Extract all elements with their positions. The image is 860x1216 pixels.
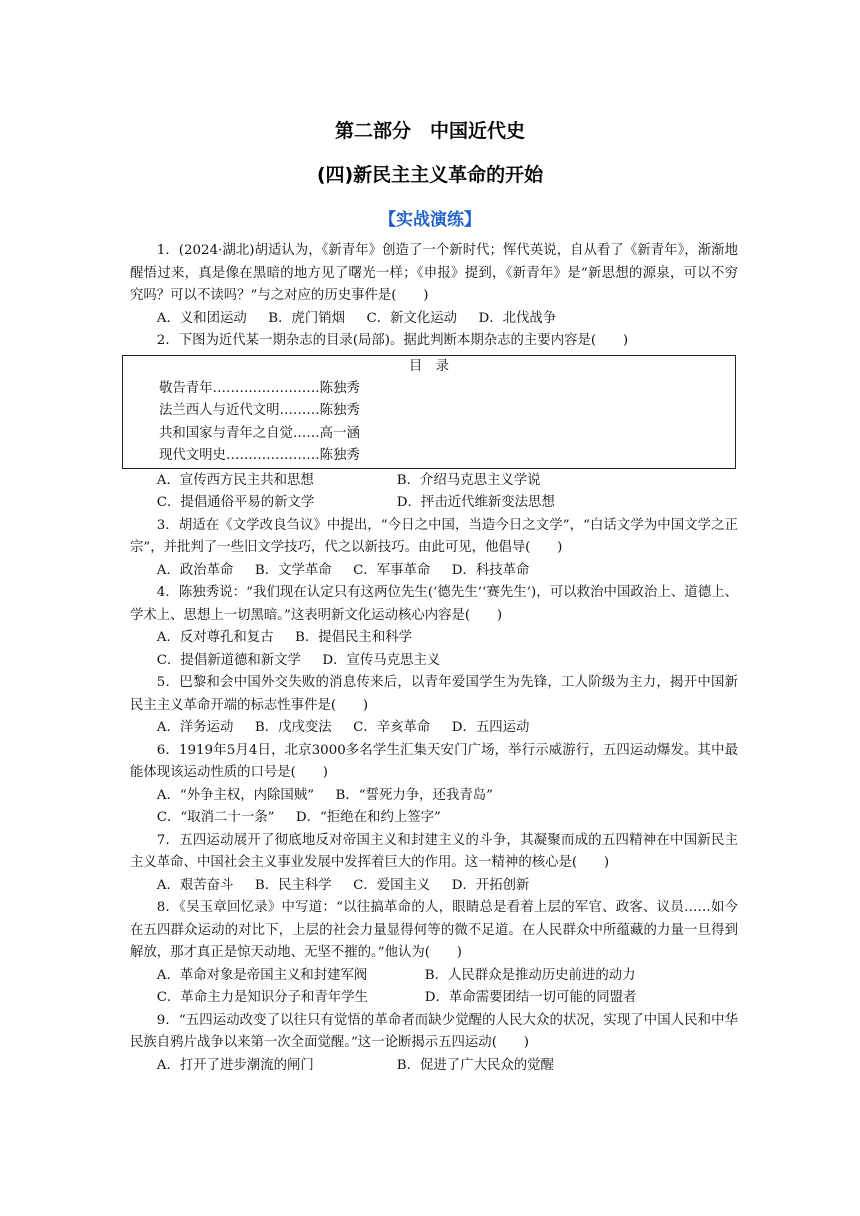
question-1-options bbox=[130, 308, 738, 331]
option-a: A．洋务运动 bbox=[156, 720, 234, 735]
question-5-stem: 5．巴黎和会中国外交失败的消息传来后，以青年爱国学生为先锋，工人阶级为主力，揭开中国新民主主义革命开端的标志性事件是( ) bbox=[130, 675, 738, 713]
question-6-options-row2 bbox=[130, 807, 738, 830]
option-c: C．提倡新道德和新文学 bbox=[156, 652, 301, 668]
option-b: B．文学革命 bbox=[254, 562, 332, 578]
option-b: B．民主科学 bbox=[254, 877, 332, 893]
section-title: 【实战演练】 bbox=[379, 210, 481, 230]
option-b: B．促进了广大民众的觉醒 bbox=[396, 1057, 554, 1073]
option-c: C．新文化运动 bbox=[366, 310, 458, 326]
question-4-options-row1 bbox=[130, 627, 738, 650]
option-b: B．介绍马克思主义学说 bbox=[396, 472, 541, 488]
question-2-options-row2 bbox=[130, 492, 738, 515]
option-a: A．宣传西方民主共和思想 bbox=[156, 472, 314, 488]
question-8-stem: 8．《吴玉章回忆录》中写道：“以往搞革命的人，眼睛总是看着上层的军官、政客、议员……如今在五四群众运动的对比下，上层的社会力量显得何等的微不足道。在人民群众中所蕴藏的力量一旦得到解放，那才真正是惊天动地、无坚不摧的。”他认为( ) bbox=[130, 900, 738, 960]
option-b: B．虎门销烟 bbox=[268, 310, 346, 326]
question-9-stem: 9．“五四运动改变了以往只有觉悟的革命者而缺少觉醒的人民大众的状况，实现了中国人民和中华民族自鸦片战争以来第一次全面觉醒。”这一论断揭示五四运动( ) bbox=[130, 1012, 738, 1050]
question-2-options-row1 bbox=[130, 470, 738, 493]
option-c: C．爱国主义 bbox=[353, 877, 431, 893]
question-6-stem: 6．1919年5月4日，北京3000多名学生汇集天安门广场，举行示威游行，五四运动爆发。其中最能体现该运动性质的口号是( ) bbox=[130, 742, 738, 780]
option-d: D．抨击近代维新变法思想 bbox=[396, 495, 555, 510]
question-6-options-row1 bbox=[130, 785, 738, 808]
option-a: A．打开了进步潮流的闸门 bbox=[156, 1057, 314, 1073]
option-c: C．军事革命 bbox=[353, 562, 431, 578]
option-d: D．科技革命 bbox=[451, 562, 530, 578]
question-3-stem: 3．胡适在《文学改良刍议》中提出，“今日之中国，当造今日之文学”，“白话文学为中国文学之正宗”，并批判了一些旧文学技巧，代之以新技巧。由此可见，他倡导( ) bbox=[130, 517, 738, 555]
toc-entry: 现代文明史…………………陈独秀 bbox=[159, 448, 360, 463]
question-7-stem: 7．五四运动展开了彻底地反对帝国主义和封建主义的斗争，其凝聚而成的五四精神在中国新民主主义革命、中国社会主义事业发展中发挥着巨大的作用。这一精神的核心是( ) bbox=[130, 832, 738, 870]
question-9-options-row1 bbox=[130, 1055, 738, 1078]
option-d: D．五四运动 bbox=[451, 720, 530, 735]
question-1-stem: 1．(2024·湖北)胡适认为，《新青年》创造了一个新时代；恽代英说，自从看了《新青年》，渐渐地醒悟过来，真是像在黑暗的地方见了曙光一样；《申报》提到，《新青年》是“新思想的源泉，可以不穷究吗？可以不读吗？”与之对应的历史事件是( ) bbox=[130, 243, 738, 303]
question-8-options-row1 bbox=[130, 965, 738, 988]
option-c: C．提倡通俗平易的新文学 bbox=[156, 495, 315, 510]
option-b: B．提倡民主和科学 bbox=[295, 630, 412, 645]
question-5-options bbox=[130, 717, 738, 740]
option-c: C．“取消二十一条” bbox=[156, 810, 275, 825]
option-d: D．宣传马克思主义 bbox=[322, 652, 441, 668]
toc-entry: 敬告青年……………………陈独秀 bbox=[159, 380, 360, 396]
toc-title: 目 录 bbox=[408, 358, 450, 374]
option-b: B．“誓死力争，还我青岛” bbox=[335, 787, 493, 803]
option-a: A．“外争主权，内除国贼” bbox=[156, 787, 315, 803]
option-b: B．人民群众是推动历史前进的动力 bbox=[424, 967, 636, 983]
chapter-title: (四)新民主主义革命的开始 bbox=[316, 164, 544, 186]
option-a: A．反对尊孔和复古 bbox=[156, 630, 274, 645]
question-4-options-row2 bbox=[130, 650, 738, 673]
option-a: A．义和团运动 bbox=[156, 310, 247, 326]
part-title: 第二部分 中国近代史 bbox=[334, 120, 525, 142]
toc-entry: 法兰西人与近代文明………陈独秀 bbox=[159, 403, 360, 418]
question-2-stem: 2．下图为近代某一期杂志的目录(局部)。据此判断本期杂志的主要内容是( ) bbox=[156, 333, 629, 348]
option-d: D．开拓创新 bbox=[451, 877, 530, 893]
option-d: D．“拒绝在和约上签字” bbox=[295, 810, 441, 825]
option-d: D．北伐战争 bbox=[478, 310, 557, 326]
toc-entry: 共和国家与青年之自觉……高一涵 bbox=[159, 425, 360, 441]
question-7-options bbox=[130, 875, 738, 898]
option-a: A．革命对象是帝国主义和封建军阀 bbox=[156, 967, 368, 983]
question-3-options bbox=[130, 560, 738, 583]
question-list bbox=[130, 240, 738, 1077]
toc-box bbox=[122, 355, 736, 469]
option-c: C．辛亥革命 bbox=[353, 720, 431, 735]
option-d: D．革命需要团结一切可能的同盟者 bbox=[424, 990, 637, 1005]
option-c: C．革命主力是知识分子和青年学生 bbox=[156, 990, 368, 1005]
option-a: A．政治革命 bbox=[156, 562, 234, 578]
question-8-options-row2 bbox=[130, 987, 738, 1010]
option-a: A．艰苦奋斗 bbox=[156, 877, 234, 893]
question-4-stem: 4．陈独秀说：“我们现在认定只有这两位先生(‘德先生’‘赛先生’)，可以救治中国政治上、道德上、学术上、思想上一切黑暗。”这表明新文化运动核心内容是( ) bbox=[130, 585, 738, 623]
option-b: B．戊戌变法 bbox=[254, 720, 332, 735]
